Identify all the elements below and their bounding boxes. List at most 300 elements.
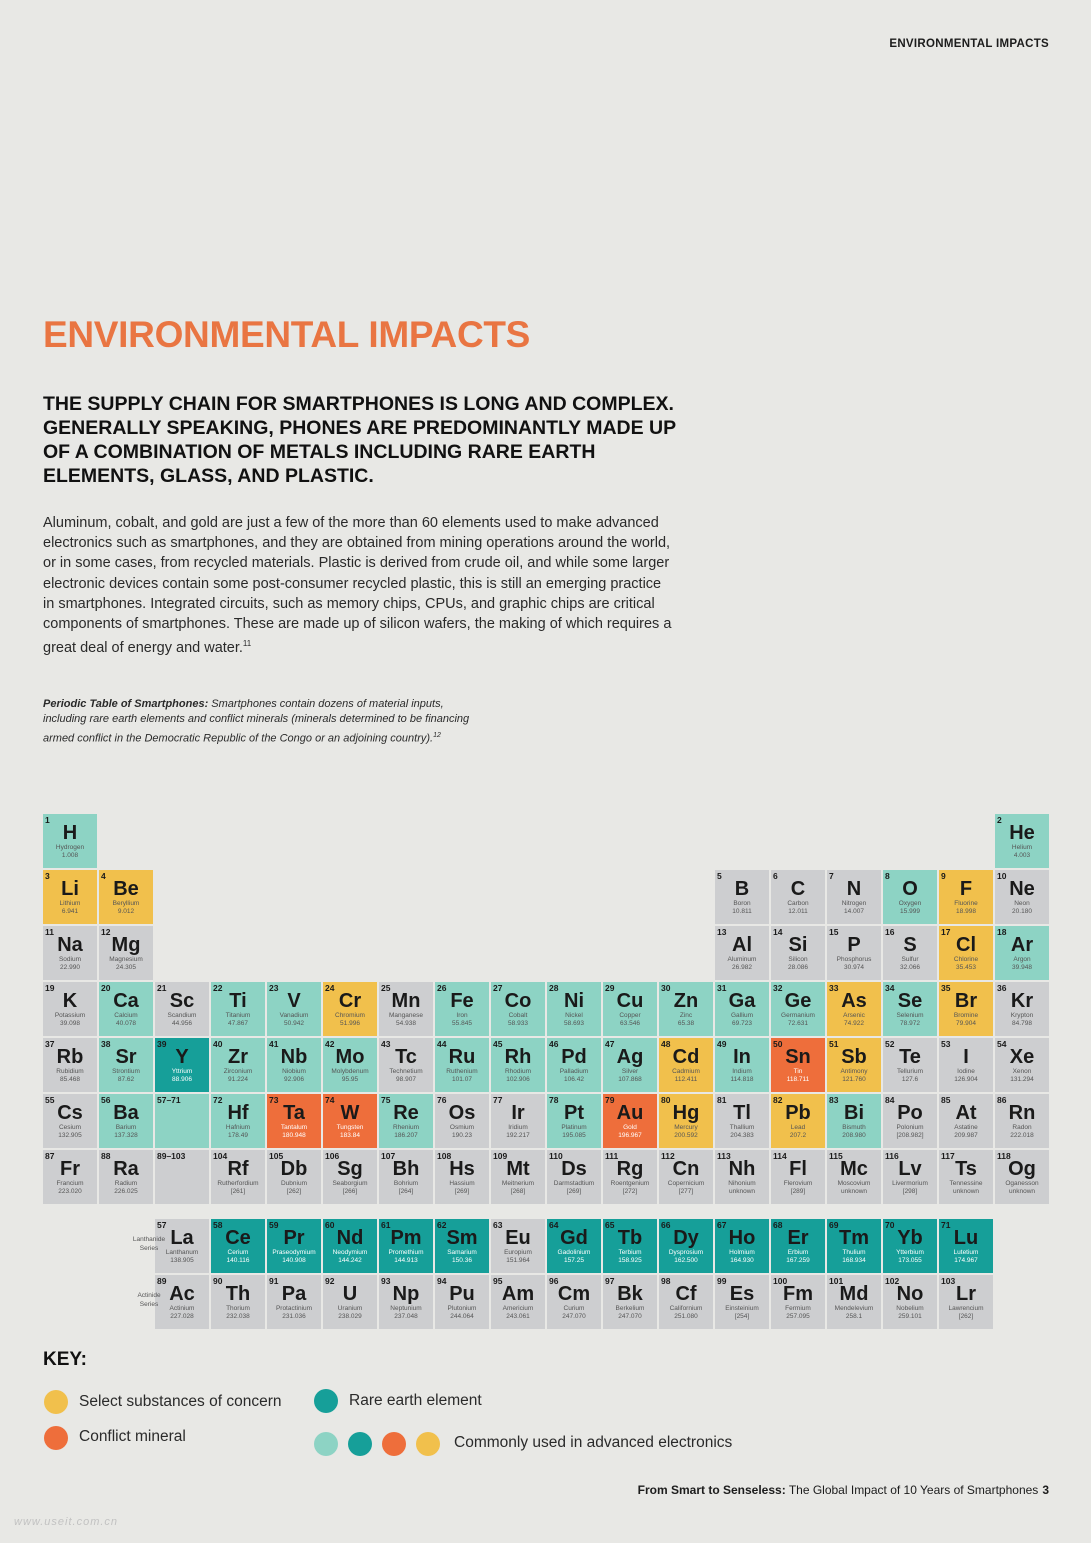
element-mass: 4.003 (1013, 852, 1031, 859)
element-name: Tin (793, 1068, 803, 1075)
element-number: 13 (717, 927, 727, 937)
element-name: Indium (732, 1068, 752, 1075)
element-mass: 101.07 (452, 1076, 472, 1083)
element-gallium (715, 982, 769, 1036)
element-number: 89 (157, 1276, 167, 1286)
element-number: 90 (213, 1276, 223, 1286)
element-symbol: Ba (113, 1102, 139, 1124)
element-mass: 1.008 (61, 852, 79, 859)
element-lead (771, 1094, 825, 1148)
element-number: 73 (269, 1095, 279, 1105)
element-symbol: Ca (113, 990, 139, 1012)
lanthanide-series-label: Lanthanide Series (132, 1236, 166, 1252)
element-symbol: Ds (561, 1158, 587, 1180)
element-neptunium (379, 1275, 433, 1329)
element-name: Tungsten (336, 1124, 364, 1131)
element-mass: 192.217 (506, 1132, 530, 1139)
element-mass: 84.798 (1012, 1020, 1032, 1027)
element-lutetium (939, 1219, 993, 1273)
element-curium (547, 1275, 601, 1329)
element-name: Nickel (565, 1012, 583, 1019)
element-mass: 195.085 (562, 1132, 586, 1139)
element-mass: 14.007 (844, 908, 864, 915)
element-symbol: As (841, 990, 867, 1012)
element-mercury (659, 1094, 713, 1148)
element-mass: 180.948 (282, 1132, 306, 1139)
element-number: 75 (381, 1095, 391, 1105)
element-nickel (547, 982, 601, 1036)
element-symbol: Mc (840, 1158, 868, 1180)
element-name: Vanadium (279, 1012, 309, 1019)
element-number: 61 (381, 1220, 391, 1230)
page-number: 3 (1042, 1483, 1049, 1497)
element-nitrogen (827, 870, 881, 924)
element-mass: 44.956 (172, 1020, 192, 1027)
element-mass: 243.061 (506, 1313, 530, 1320)
element-moscovium (827, 1150, 881, 1204)
element-dysprosium (659, 1219, 713, 1273)
element-mass: 50.942 (284, 1020, 304, 1027)
element-name: Selenium (896, 1012, 924, 1019)
element-symbol: Fm (783, 1283, 813, 1305)
element-number: 118 (997, 1151, 1011, 1161)
element-radium (99, 1150, 153, 1204)
element-mass: 183.84 (340, 1132, 360, 1139)
element-polonium (883, 1094, 937, 1148)
element-number: 68 (773, 1220, 783, 1230)
element-symbol: Zn (673, 990, 699, 1012)
element-number: 5 (717, 871, 722, 881)
element-mass: 140.116 (226, 1257, 250, 1264)
element-berkelium (603, 1275, 657, 1329)
element-number: 96 (549, 1276, 559, 1286)
element-name: Erbium (787, 1249, 809, 1256)
element-neodymium (323, 1219, 377, 1273)
element-mass: 114.818 (730, 1076, 754, 1083)
element-mass: 238.029 (338, 1313, 362, 1320)
element-symbol: Lu (953, 1227, 979, 1249)
element-symbol: Bh (392, 1158, 420, 1180)
element-meitnerium (491, 1150, 545, 1204)
element-name: Manganese (389, 1012, 423, 1019)
element-name: Strontium (112, 1068, 140, 1075)
element-number: 39 (157, 1039, 167, 1049)
element-name: Chromium (335, 1012, 365, 1019)
element-strontium (99, 1038, 153, 1092)
element-symbol: Ho (728, 1227, 756, 1249)
element-mass: 85.468 (60, 1076, 80, 1083)
element-name: Thorium (226, 1305, 250, 1312)
element-number: 45 (493, 1039, 503, 1049)
element-symbol: Sr (115, 1046, 137, 1068)
element-name: Tennessine (949, 1180, 983, 1187)
element-name: Potassium (54, 1012, 86, 1019)
element-name: Zinc (679, 1012, 693, 1019)
element-mass: 168.934 (842, 1257, 866, 1264)
element-number: 17 (941, 927, 951, 937)
element-symbol: In (733, 1046, 751, 1068)
element-symbol: Fe (450, 990, 474, 1012)
element-nihonium (715, 1150, 769, 1204)
element-ytterbium (883, 1219, 937, 1273)
element-cobalt (491, 982, 545, 1036)
element-niobium (267, 1038, 321, 1092)
element-number: 114 (773, 1151, 787, 1161)
element-name: Dubnium (280, 1180, 307, 1187)
element-number: 95 (493, 1276, 503, 1286)
element-mass: 257.095 (786, 1313, 810, 1320)
element-mass: 207.2 (789, 1132, 807, 1139)
element-mass: 186.207 (394, 1132, 418, 1139)
element-symbol: Lv (898, 1158, 922, 1180)
element-symbol: Ac (169, 1283, 195, 1305)
element-hassium (435, 1150, 489, 1204)
element-symbol: Eu (505, 1227, 531, 1249)
element-helium (995, 814, 1049, 868)
element-name: Einsteinium (725, 1305, 759, 1312)
element-sulfur (883, 926, 937, 980)
element-phosphorus (827, 926, 881, 980)
element-number: 112 (661, 1151, 675, 1161)
element-calcium (99, 982, 153, 1036)
element-bohrium (379, 1150, 433, 1204)
element-mass: 65.38 (677, 1020, 695, 1027)
body-paragraph (43, 513, 673, 658)
element-number: 85 (941, 1095, 951, 1105)
element-number: 86 (997, 1095, 1007, 1105)
element-name: Aluminum (727, 956, 757, 963)
element-mass: 158.925 (618, 1257, 642, 1264)
element-name: Holmium (729, 1249, 755, 1256)
element-name: Copper (619, 1012, 641, 1019)
element-mass: [254] (734, 1313, 750, 1320)
element-number: 62 (437, 1220, 447, 1230)
element-number: 67 (717, 1220, 727, 1230)
element-mass: 259.101 (898, 1313, 922, 1320)
element-symbol: Be (113, 878, 139, 900)
element-number: 110 (549, 1151, 563, 1161)
element-tin (771, 1038, 825, 1092)
element-mass: 107.868 (618, 1076, 642, 1083)
element-iridium (491, 1094, 545, 1148)
element-number: 82 (773, 1095, 783, 1105)
element-name: Oxygen (898, 900, 922, 907)
element-scandium (155, 982, 209, 1036)
element-number: 78 (549, 1095, 559, 1105)
element-mass: 157.25 (564, 1257, 584, 1264)
element-mass: [277] (678, 1188, 694, 1195)
element-name: Yttrium (171, 1068, 193, 1075)
element-name: Osmium (449, 1124, 475, 1131)
element-mass: [262] (286, 1188, 302, 1195)
element-name: Darmstadtium (553, 1180, 595, 1187)
element-erbium (771, 1219, 825, 1273)
actinide-placeholder (155, 1150, 209, 1204)
element-symbol: Hg (672, 1102, 700, 1124)
element-name: Bromine (953, 1012, 979, 1019)
element-number: 113 (717, 1151, 731, 1161)
element-number: 106 (325, 1151, 340, 1161)
element-name: Hassium (449, 1180, 475, 1187)
element-mass: 39.948 (1012, 964, 1032, 971)
element-name: Lanthanum (165, 1249, 199, 1256)
element-symbol: Mg (111, 934, 141, 956)
element-terbium (603, 1219, 657, 1273)
element-number: 35 (941, 983, 951, 993)
element-mass: 30.974 (844, 964, 864, 971)
element-name: Iodine (957, 1068, 975, 1075)
element-seaborgium (323, 1150, 377, 1204)
element-mass: 173.055 (898, 1257, 922, 1264)
element-rutherfordium (211, 1150, 265, 1204)
element-uranium (323, 1275, 377, 1329)
element-mass: 118.711 (786, 1076, 810, 1083)
element-name: Silver (621, 1068, 639, 1075)
element-titanium (211, 982, 265, 1036)
element-symbol: F (959, 878, 973, 900)
element-roentgenium (603, 1150, 657, 1204)
element-mass: 151.964 (506, 1257, 530, 1264)
element-selenium (883, 982, 937, 1036)
element-name: Lawrencium (948, 1305, 984, 1312)
element-symbol: Kr (1010, 990, 1034, 1012)
element-number: 79 (605, 1095, 615, 1105)
element-name: Magnesium (109, 956, 143, 963)
element-number: 11 (45, 927, 54, 937)
element-number: 33 (829, 983, 839, 993)
element-name: Palladium (559, 1068, 589, 1075)
element-name: Actinium (169, 1305, 195, 1312)
element-number: 99 (717, 1276, 727, 1286)
element-silver (603, 1038, 657, 1092)
element-name: Neodymium (332, 1249, 368, 1256)
element-symbol: C (790, 878, 806, 900)
element-iodine (939, 1038, 993, 1092)
element-number: 30 (661, 983, 671, 993)
placeholder-range: 57–71 (157, 1095, 181, 1105)
element-name: Berkelium (615, 1305, 645, 1312)
element-name: Mercury (674, 1124, 698, 1131)
element-symbol: Po (897, 1102, 923, 1124)
element-radon (995, 1094, 1049, 1148)
element-name: Calcium (114, 1012, 138, 1019)
element-symbol: Ta (283, 1102, 305, 1124)
element-praseodymium (267, 1219, 321, 1273)
element-mass: 55.845 (452, 1020, 472, 1027)
key-dot-teal (314, 1389, 338, 1413)
element-americium (491, 1275, 545, 1329)
key-label-conflict-mineral: Conflict mineral (79, 1428, 186, 1445)
element-osmium (435, 1094, 489, 1148)
element-name: Praseodymium (272, 1249, 316, 1256)
element-mass: 102.906 (506, 1076, 530, 1083)
element-number: 76 (437, 1095, 447, 1105)
element-aluminum (715, 926, 769, 980)
element-californium (659, 1275, 713, 1329)
element-symbol: Y (175, 1046, 189, 1068)
element-name: Rhenium (392, 1124, 419, 1131)
element-symbol: Tb (617, 1227, 643, 1249)
element-name: Rubidium (56, 1068, 84, 1075)
element-symbol: B (734, 878, 750, 900)
element-mass: 138.905 (170, 1257, 194, 1264)
element-name: Gold (623, 1124, 637, 1131)
element-symbol: Co (504, 990, 532, 1012)
element-thulium (827, 1219, 881, 1273)
element-name: Silicon (788, 956, 808, 963)
element-name: Astatine (954, 1124, 978, 1131)
element-symbol: Hs (449, 1158, 475, 1180)
element-number: 31 (717, 983, 727, 993)
key-dot-orange-2 (382, 1432, 406, 1456)
element-mass: 15.999 (900, 908, 920, 915)
element-number: 27 (493, 983, 503, 993)
element-number: 54 (997, 1039, 1007, 1049)
element-cesium (43, 1094, 97, 1148)
element-name: Antimony (840, 1068, 868, 1075)
element-yttrium (155, 1038, 209, 1092)
footer-report-subtitle: The Global Impact of 10 Years of Smartphones (785, 1483, 1039, 1497)
element-number: 84 (885, 1095, 895, 1105)
element-mass: [264] (398, 1188, 414, 1195)
element-name: Ytterbium (896, 1249, 924, 1256)
element-name: Tellurium (896, 1068, 923, 1075)
element-mass: [268] (510, 1188, 526, 1195)
element-dubnium (267, 1150, 321, 1204)
element-mass: 232.038 (226, 1313, 250, 1320)
element-symbol: Cu (616, 990, 644, 1012)
element-mendelevium (827, 1275, 881, 1329)
element-tellurium (883, 1038, 937, 1092)
element-name: Uranium (337, 1305, 363, 1312)
element-symbol: Np (392, 1283, 420, 1305)
element-number: 29 (605, 983, 615, 993)
element-name: Livermorium (892, 1180, 928, 1187)
footnote-ref: 11 (242, 639, 252, 649)
element-krypton (995, 982, 1049, 1036)
element-symbol: Cn (672, 1158, 700, 1180)
element-zirconium (211, 1038, 265, 1092)
element-germanium (771, 982, 825, 1036)
key-label-substances-of-concern: Select substances of concern (79, 1393, 282, 1410)
element-symbol: Re (393, 1102, 419, 1124)
element-number: 25 (381, 983, 391, 993)
element-mass: 247.070 (562, 1313, 586, 1320)
element-mass: 209.987 (954, 1132, 978, 1139)
element-fluorine (939, 870, 993, 924)
element-mass: 127.6 (901, 1076, 919, 1083)
element-number: 42 (325, 1039, 335, 1049)
element-symbol: Es (729, 1283, 755, 1305)
element-technetium (379, 1038, 433, 1092)
element-mass: 144.242 (338, 1257, 362, 1264)
element-name: Terbium (618, 1249, 642, 1256)
element-francium (43, 1150, 97, 1204)
element-mass: 204.383 (730, 1132, 754, 1139)
element-name: Sodium (58, 956, 82, 963)
element-number: 34 (885, 983, 895, 993)
element-name: Cadmium (672, 1068, 700, 1075)
element-name: Nihonium (728, 1180, 756, 1187)
element-symbol: Sm (446, 1227, 478, 1249)
element-mass: 200.592 (674, 1132, 698, 1139)
element-number: 50 (773, 1039, 783, 1049)
element-name: Technetium (389, 1068, 423, 1075)
element-name: Iridium (508, 1124, 528, 1131)
element-symbol: Si (788, 934, 808, 956)
element-mass: 137.328 (114, 1132, 138, 1139)
element-symbol: Na (57, 934, 83, 956)
element-mass: [266] (342, 1188, 358, 1195)
element-mass: 132.905 (58, 1132, 82, 1139)
element-number: 91 (269, 1276, 279, 1286)
placeholder-range: 89–103 (157, 1151, 186, 1161)
key-dot-orange (44, 1426, 68, 1450)
element-mass: 32.066 (900, 964, 920, 971)
element-tennessine (939, 1150, 993, 1204)
element-name: Americium (502, 1305, 534, 1312)
element-number: 16 (885, 927, 895, 937)
element-name: Thallium (729, 1124, 755, 1131)
actinide-series-label: Actinide Series (137, 1292, 161, 1308)
element-gold (603, 1094, 657, 1148)
element-number: 63 (493, 1220, 503, 1230)
element-mass: [208.982] (896, 1132, 924, 1139)
element-mass: 167.259 (786, 1257, 810, 1264)
element-name: Carbon (787, 900, 809, 907)
element-mass: 88.906 (172, 1076, 192, 1083)
element-iron (435, 982, 489, 1036)
caption-text: Smartphones contain dozens of material inputs, including rare earth elements and conflict minerals (minerals determined to be financing armed conflict in the Democratic Republic of the Congo or an adjoining country). (43, 698, 470, 745)
element-number: 94 (437, 1276, 447, 1286)
element-zinc (659, 982, 713, 1036)
element-mass: [261] (230, 1188, 246, 1195)
element-number: 105 (269, 1151, 284, 1161)
element-mass: 10.811 (732, 908, 752, 915)
element-symbol: Fr (60, 1158, 80, 1180)
element-samarium (435, 1219, 489, 1273)
element-symbol: Cf (675, 1283, 697, 1305)
element-name: Germanium (781, 1012, 815, 1019)
element-number: 77 (493, 1095, 503, 1105)
element-name: Thulium (842, 1249, 866, 1256)
element-name: Barium (115, 1124, 137, 1131)
element-number: 20 (101, 983, 111, 993)
element-number: 83 (829, 1095, 839, 1105)
element-name: Dysprosium (668, 1249, 704, 1256)
element-symbol: Pd (561, 1046, 587, 1068)
element-palladium (547, 1038, 601, 1092)
element-symbol: Pr (283, 1227, 305, 1249)
element-mass: 72.631 (788, 1020, 808, 1027)
element-mass: 78.972 (900, 1020, 920, 1027)
element-mass: 58.693 (564, 1020, 584, 1027)
element-number: 24 (325, 983, 335, 993)
element-mass: 164.930 (730, 1257, 754, 1264)
element-name: Gallium (730, 1012, 754, 1019)
element-number: 37 (45, 1039, 55, 1049)
element-neon (995, 870, 1049, 924)
element-darmstadtium (547, 1150, 601, 1204)
element-holmium (715, 1219, 769, 1273)
element-symbol: Rf (227, 1158, 249, 1180)
element-number: 56 (101, 1095, 111, 1105)
element-sodium (43, 926, 97, 980)
element-symbol: Mn (391, 990, 421, 1012)
element-name: Beryllium (112, 900, 140, 907)
element-einsteinium (715, 1275, 769, 1329)
element-mass: 9.012 (117, 908, 135, 915)
